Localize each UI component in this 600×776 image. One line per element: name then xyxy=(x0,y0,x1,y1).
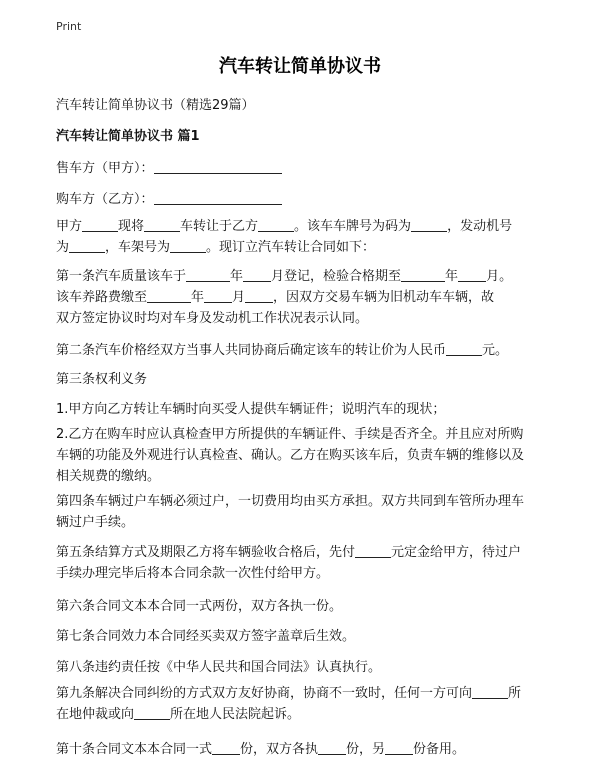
blank xyxy=(144,217,180,232)
blank xyxy=(204,288,232,303)
seller-line xyxy=(56,157,282,176)
buyer-blank xyxy=(154,190,282,205)
blank xyxy=(355,543,391,558)
seller-blank xyxy=(154,159,282,174)
blank xyxy=(472,684,508,699)
blank xyxy=(245,288,273,303)
print-label: Print xyxy=(56,20,82,33)
blank xyxy=(147,288,191,303)
section-heading: 汽车转让简单协议书 篇1 xyxy=(56,129,200,144)
blank xyxy=(401,267,445,282)
blank xyxy=(134,705,170,720)
blank xyxy=(186,267,230,282)
blank xyxy=(69,238,105,253)
seller-label: 售车方（甲方）： xyxy=(56,161,154,176)
article-5: 第五条结算方式及期限乙方将车辆验收合格后，先付 元定金给甲方，待过户 手续办理完毕后将本合同余款一次性付给甲方。 xyxy=(56,545,522,581)
article-10: 第十条合同文本本合同一式 份，双方各执 份，另 份备用。 xyxy=(56,742,466,757)
article-1: 第一条汽车质量该车于 年 月登记，检验合格期至 年 月。 该车养路费缴至 年 月 ，因双方交易车辆为旧机动车车辆，故 双方签定协议时均对车身及发动机工作状况表示认同。 xyxy=(56,269,513,326)
buyer-line xyxy=(56,188,282,207)
document-title: 汽车转让简单协议书 xyxy=(219,56,381,77)
document-subtitle: 汽车转让简单协议书（精选29篇） xyxy=(56,98,255,113)
article-8: 第八条违约责任按《中华人民共和国合同法》认真执行。 xyxy=(56,660,382,675)
article-4: 第四条车辆过户车辆必须过户，一切费用均由买方承担。双方共同到车管所办理车 辆过户手续。 xyxy=(56,494,525,530)
article-3-item-1: 1.甲方向乙方转让车辆时向买受人提供车辆证件；说明汽车的现状； xyxy=(56,402,446,417)
article-3: 第三条权利义务 xyxy=(56,372,148,387)
blank xyxy=(258,217,294,232)
blank xyxy=(446,341,482,356)
article-6: 第六条合同文本本合同一式两份，双方各执一份。 xyxy=(56,599,343,614)
intro-paragraph: 甲方 现将 车转让于乙方 。该车车牌号为码为 ，发动机号 为 ，车架号为 。现订立汽车转让合同如下： xyxy=(56,219,513,255)
buyer-label: 购车方（乙方）： xyxy=(56,192,154,207)
article-7: 第七条合同效力本合同经买卖双方签字盖章后生效。 xyxy=(56,629,356,644)
blank xyxy=(385,740,413,755)
article-3-item-2: 2.乙方在购车时应认真检查甲方所提供的车辆证件、手续是否齐全。并且应对所购 车辆的功能及外观进行认真检查、确认。乙方在购买该车后，负责车辆的维修以及 相关规费的缴纳。 xyxy=(56,427,525,484)
blank xyxy=(212,740,240,755)
article-2: 第二条汽车价格经双方当事人共同协商后确定该车的转让价为人民币 元。 xyxy=(56,343,509,358)
blank xyxy=(82,217,118,232)
blank xyxy=(243,267,271,282)
blank xyxy=(458,267,486,282)
blank xyxy=(170,238,206,253)
blank xyxy=(318,740,346,755)
article-9: 第九条解决合同纠纷的方式双方友好协商，协商不一致时，任何一方可向 所 在地仲裁或向 所在地人民法院起诉。 xyxy=(56,686,522,722)
blank xyxy=(411,217,447,232)
